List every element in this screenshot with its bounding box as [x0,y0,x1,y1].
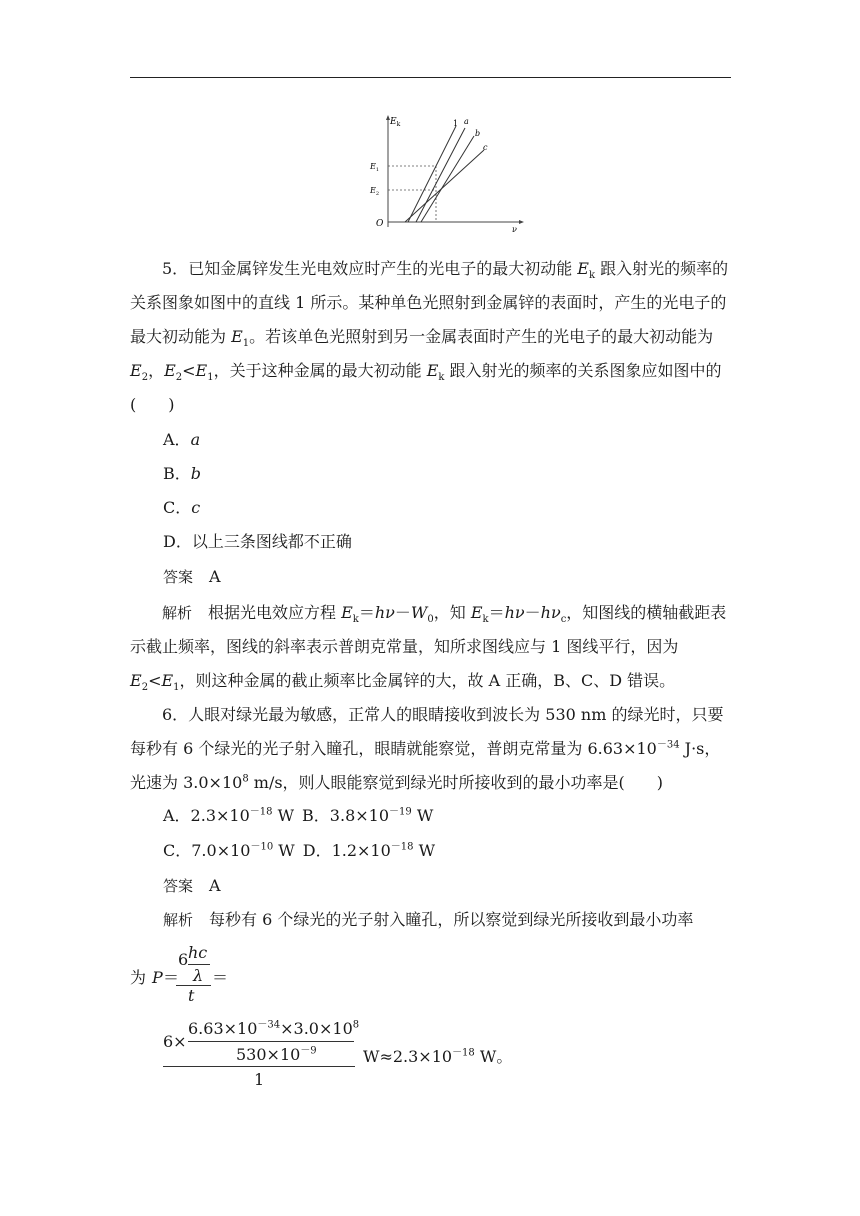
graph-line-c [405,150,484,222]
graph-line-a [416,128,465,222]
q6-answer: 答案 A [163,876,221,895]
q5-analysis: 解析 根据光电效应方程 $E_k=h\nu-W_0$，知 $E_k=h\nu-h\nu_c$，知图线的横轴截距表示截止频率，图线的斜率表示普朗克常量，知所求图线应与 1 图线平行，因为 $E_2<E_1$，则这种金属的截止频率比金属锌的大，故 A 正确，B、C、D 错误。 [130,603,727,694]
q5-option-c: C．c [163,498,201,517]
graph-line-1 [408,126,456,222]
line-label-b: b [475,129,481,138]
line-label-a: a [464,117,469,126]
line-label-1: 1 [453,119,459,128]
q6-options-cd: C．$7.0\times 10^{-10}$ W D．$1.2\times 10^{-18}$ W [163,841,436,860]
tick-e1: $E_1$ [370,162,380,173]
q5-answer: 答案 A [163,567,221,586]
q6-options-ab: A．$2.3\times 10^{-18}$ W B．$3.8\times 10^{-19}$ W [163,806,434,825]
q5-stem: 5．已知金属锌发生光电效应时产生的光电子的最大初动能 $E_k$ 跟入射光的频率的关系图象如图中的直线 1 所示。某种单色光照射到金属锌的表面时，产生的光电子的最大初动能为 $E_1$。若该单色光照射到另一金属表面时产生的光电子的最大初动能为 $E_2$，$E_2<E_1$，关于这种金属的最大初动能 $E_k$ 跟入射光的频率的关系图象应如图中的( ) [130,259,729,414]
tick-e2: $E_2$ [370,186,380,197]
x-axis-arrow [519,220,524,224]
q5-option-b: B．b [163,464,202,483]
q6-stem: 6．人眼对绿光最为敏感，正常人的眼睛接收到波长为 530 nm 的绿光时，只要每秒有 6 个绿光的光子射入瞳孔，眼睛就能察觉，普朗克常量为 $6.63\times 10^{-34}$ J·s，光速为 $3.0\times 10^8$ m/s，则人眼能察觉到绿光时所接收到的最小功率是( ) [130,705,724,792]
y-label: $E_k$ [390,117,401,128]
line-label-c: c [483,143,488,152]
q6-analysis: 解析 每秒有 6 个绿光的光子射入瞳孔，所以察觉到绿光所接收到最小功率 [163,910,694,929]
ek-frequency-graph [364,112,528,236]
origin-label: O [376,219,384,229]
x-label: ν [512,225,517,234]
q5-option-d: D．以上三条图线都不正确 [163,532,352,551]
header-rule [130,77,731,78]
q5-option-a: A．a [163,430,201,449]
